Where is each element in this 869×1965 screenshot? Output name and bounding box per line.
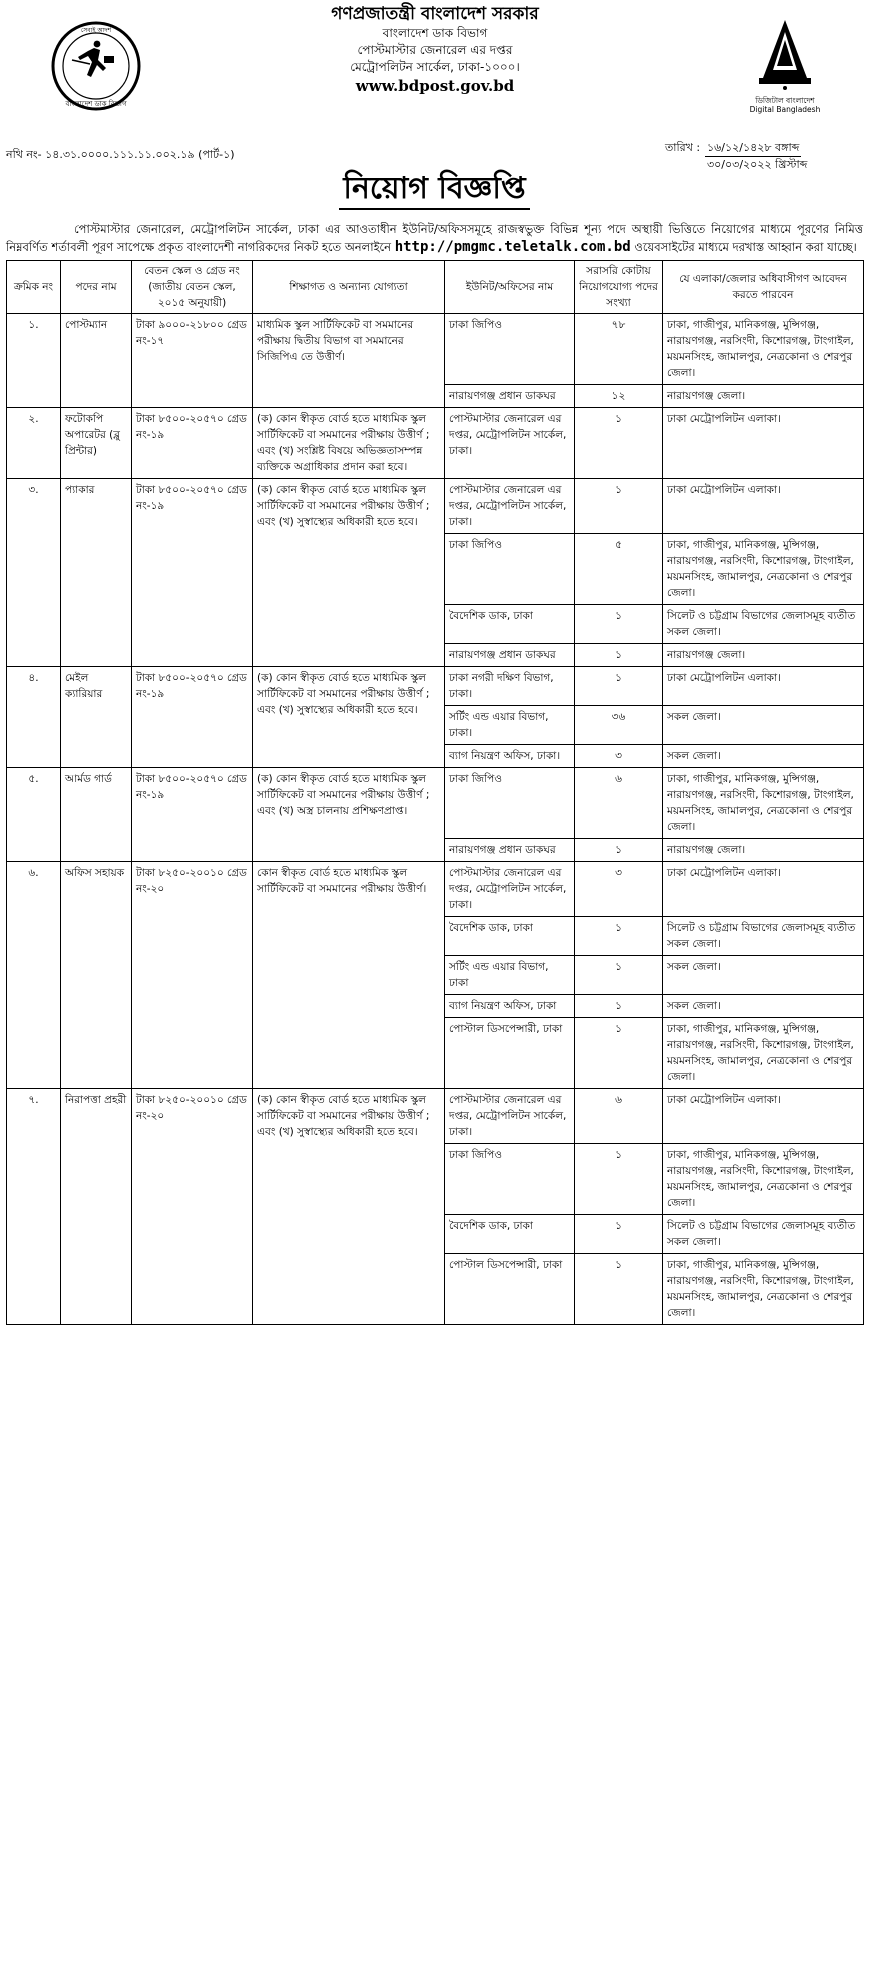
post-count-cell: ৩ xyxy=(575,862,663,917)
pay-scale-cell: টাকা ৮২৫০-২০০১০ গ্রেড নং-২০ xyxy=(132,862,253,1089)
column-header: শিক্ষাগত ও অন্যান্য যোগ্যতা xyxy=(253,261,445,314)
digital-bangladesh-logo xyxy=(735,18,835,118)
post-name-cell: প্যাকার xyxy=(61,479,132,667)
office-cell: বৈদেশিক ডাক, ঢাকা xyxy=(445,1215,575,1254)
post-count-cell: ৩ xyxy=(575,745,663,768)
circle-name: মেট্রোপলিটন সার্কেল, ঢাকা-১০০০। xyxy=(350,60,520,74)
post-name-cell: নিরাপত্তা প্রহরী xyxy=(61,1089,132,1325)
post-count-cell: ১ xyxy=(575,917,663,956)
office-cell: বৈদেশিক ডাক, ঢাকা xyxy=(445,917,575,956)
office-cell: ঢাকা জিপিও xyxy=(445,768,575,839)
eligible-area-cell: সিলেট ও চট্টগ্রাম বিভাগের জেলাসমূহ ব্যতীত সকল জেলা। xyxy=(663,917,864,956)
office-cell: পোস্টমাস্টার জেনারেল এর দপ্তর, মেট্রোপলিটন সার্কেল, ঢাকা। xyxy=(445,479,575,534)
eligible-area-cell: সকল জেলা। xyxy=(663,956,864,995)
table-row xyxy=(7,314,864,385)
office-cell: সর্টিং এন্ড এয়ার বিভাগ, ঢাকা xyxy=(445,956,575,995)
eligible-area-cell: ঢাকা মেট্রোপলিটন এলাকা। xyxy=(663,479,864,534)
post-count-cell: ৬ xyxy=(575,1089,663,1144)
post-name-cell: মেইল ক্যারিয়ার xyxy=(61,667,132,768)
eligible-area-cell: ঢাকা মেট্রোপলিটন এলাকা। xyxy=(663,862,864,917)
letterhead xyxy=(0,0,869,140)
eligible-area-cell: ঢাকা, গাজীপুর, মানিকগঞ্জ, মুন্সিগঞ্জ, নারায়ণগঞ্জ, নরসিংদী, কিশোরগঞ্জ, টাংগাইল, ময়মনসিংহ, জামালপুর, নেত্রকোনা ও শেরপুর জেলা। xyxy=(663,314,864,385)
date-label: তারিখ : xyxy=(665,141,701,154)
eligible-area-cell: সিলেট ও চট্টগ্রাম বিভাগের জেলাসমূহ ব্যতীত সকল জেলা। xyxy=(663,1215,864,1254)
date-block xyxy=(665,140,807,173)
serial-cell: ২. xyxy=(7,408,61,479)
column-header: ইউনিট/অফিসের নাম xyxy=(445,261,575,314)
application-url-link[interactable]: http://pmgmc.teletalk.com.bd xyxy=(394,239,631,255)
post-count-cell: ১ xyxy=(575,956,663,995)
post-count-cell: ৫ xyxy=(575,534,663,605)
post-count-cell: ১ xyxy=(575,605,663,644)
table-row xyxy=(7,667,864,706)
post-count-cell: ১ xyxy=(575,1254,663,1325)
eligible-area-cell: ঢাকা, গাজীপুর, মানিকগঞ্জ, মুন্সিগঞ্জ, নারায়ণগঞ্জ, নরসিংদী, কিশোরগঞ্জ, টাংগাইল, ময়মনসিংহ, জামালপুর, নেত্রকোনা ও শেরপুর জেলা। xyxy=(663,1144,864,1215)
post-count-cell: ১ xyxy=(575,1144,663,1215)
bangladesh-post-logo-icon xyxy=(50,20,142,112)
post-name-cell: ফটোকপি অপারেটর (ব্লু প্রিন্টার) xyxy=(61,408,132,479)
serial-cell: ৪. xyxy=(7,667,61,768)
office-cell: ঢাকা জিপিও xyxy=(445,1144,575,1215)
office-cell: পোস্টাল ডিসপেন্সারী, ঢাকা xyxy=(445,1254,575,1325)
post-name-cell: পোস্টম্যান xyxy=(61,314,132,408)
office-cell: নারায়ণগঞ্জ প্রধান ডাকঘর xyxy=(445,385,575,408)
office-cell: পোস্টমাস্টার জেনারেল এর দপ্তর, মেট্রোপলিটন সার্কেল, ঢাকা। xyxy=(445,1089,575,1144)
serial-cell: ৩. xyxy=(7,479,61,667)
qualification-cell: (ক) কোন স্বীকৃত বোর্ড হতে মাধ্যমিক স্কুল সার্টিফিকেট বা সমমানের পরীক্ষায় উত্তীর্ণ ; এবং (খ) অস্ত্র চালনায় প্রশিক্ষণপ্রাপ্ত। xyxy=(253,768,445,862)
post-count-cell: ১ xyxy=(575,667,663,706)
serial-cell: ৭. xyxy=(7,1089,61,1325)
post-count-cell: ১ xyxy=(575,479,663,534)
eligible-area-cell: সকল জেলা। xyxy=(663,995,864,1018)
post-count-cell: ১ xyxy=(575,1215,663,1254)
eligible-area-cell: ঢাকা, গাজীপুর, মানিকগঞ্জ, মুন্সিগঞ্জ, নারায়ণগঞ্জ, নরসিংদী, কিশোরগঞ্জ, টাংগাইল, ময়মনসিংহ, জামালপুর, নেত্রকোনা ও শেরপুর জেলা। xyxy=(663,1254,864,1325)
post-count-cell: ১ xyxy=(575,408,663,479)
eligible-area-cell: ঢাকা, গাজীপুর, মানিকগঞ্জ, মুন্সিগঞ্জ, নারায়ণগঞ্জ, নরসিংদী, কিশোরগঞ্জ, টাংগাইল, ময়মনসিংহ, জামালপুর, নেত্রকোনা ও শেরপুর জেলা। xyxy=(663,768,864,839)
eligible-area-cell: নারায়ণগঞ্জ জেলা। xyxy=(663,385,864,408)
vacancy-table xyxy=(6,260,864,1325)
page-title: নিয়োগ বিজ্ঞপ্তি xyxy=(339,170,529,210)
office-cell: নারায়ণগঞ্জ প্রধান ডাকঘর xyxy=(445,644,575,667)
post-count-cell: ১ xyxy=(575,644,663,667)
post-count-cell: ১২ xyxy=(575,385,663,408)
column-header: ক্রমিক নং xyxy=(7,261,61,314)
serial-cell: ১. xyxy=(7,314,61,408)
pay-scale-cell: টাকা ৮৫০০-২০৫৭০ গ্রেড নং-১৯ xyxy=(132,479,253,667)
eligible-area-cell: ঢাকা মেট্রোপলিটন এলাকা। xyxy=(663,408,864,479)
table-header-row xyxy=(7,261,864,314)
table-row xyxy=(7,479,864,534)
post-count-cell: ১ xyxy=(575,1018,663,1089)
eligible-area-cell: সিলেট ও চট্টগ্রাম বিভাগের জেলাসমূহ ব্যতীত সকল জেলা। xyxy=(663,605,864,644)
office-name: পোস্টমাস্টার জেনারেল এর দপ্তর xyxy=(357,43,513,57)
office-cell: পোস্টমাস্টার জেনারেল এর দপ্তর, মেট্রোপলিটন সার্কেল, ঢাকা। xyxy=(445,408,575,479)
digital-bangladesh-caption-bn: ডিজিটাল বাংলাদেশ xyxy=(755,96,815,105)
qualification-cell: (ক) কোন স্বীকৃত বোর্ড হতে মাধ্যমিক স্কুল সার্টিফিকেট বা সমমানের পরীক্ষায় উত্তীর্ণ ; এবং (খ) সুস্বাস্থ্যের অধিকারী হতে হবে। xyxy=(253,1089,445,1325)
qualification-cell: (ক) কোন স্বীকৃত বোর্ড হতে মাধ্যমিক স্কুল সার্টিফিকেট বা সমমানের পরীক্ষায় উত্তীর্ণ ; এবং (খ) সংশ্লিষ্ট বিষয়ে অভিজ্ঞতাসম্পন্ন ব্যক্তিকে অগ্রাধিকার প্রদান করা হবে। xyxy=(253,408,445,479)
pay-scale-cell: টাকা ৮৫০০-২০৫৭০ গ্রেড নং-১৯ xyxy=(132,667,253,768)
serial-cell: ৬. xyxy=(7,862,61,1089)
office-cell: পোস্টাল ডিসপেন্সারী, ঢাকা xyxy=(445,1018,575,1089)
logo-bottom-text: বাংলাদেশ ডাক বিভাগ xyxy=(65,100,127,108)
pay-scale-cell: টাকা ৯০০০-২১৮০০ গ্রেড নং-১৭ xyxy=(132,314,253,408)
post-count-cell: ৩৬ xyxy=(575,706,663,745)
title-wrap xyxy=(0,170,869,210)
post-name-cell: অফিস সহায়ক xyxy=(61,862,132,1089)
pay-scale-cell: টাকা ৮৫০০-২০৫৭০ গ্রেড নং-১৯ xyxy=(132,408,253,479)
pay-scale-cell: টাকা ৮৫০০-২০৫৭০ গ্রেড নং-১৯ xyxy=(132,768,253,862)
table-row xyxy=(7,1089,864,1144)
office-cell: নারায়ণগঞ্জ প্রধান ডাকঘর xyxy=(445,839,575,862)
government-name: গণপ্রজাতন্ত্রী বাংলাদেশ সরকার xyxy=(331,4,539,24)
eligible-area-cell: সকল জেলা। xyxy=(663,745,864,768)
column-header: যে এলাকা/জেলার অধিবাসীগণ আবেদন করতে পারবেন xyxy=(663,261,864,314)
office-cell: বৈদেশিক ডাক, ঢাকা xyxy=(445,605,575,644)
office-cell: পোস্টমাস্টার জেনারেল এর দপ্তর, মেট্রোপলিটন সার্কেল, ঢাকা। xyxy=(445,862,575,917)
eligible-area-cell: নারায়ণগঞ্জ জেলা। xyxy=(663,839,864,862)
eligible-area-cell: নারায়ণগঞ্জ জেলা। xyxy=(663,644,864,667)
date-bangla: ১৬/১২/১৪২৮ বঙ্গাব্দ xyxy=(705,140,801,157)
qualification-cell: কোন স্বীকৃত বোর্ড হতে মাধ্যমিক স্কুল সার্টিফিকেট বা সমমানের পরীক্ষায় উত্তীর্ণ। xyxy=(253,862,445,1089)
eligible-area-cell: ঢাকা মেট্রোপলিটন এলাকা। xyxy=(663,1089,864,1144)
column-header: বেতন স্কেল ও গ্রেড নং (জাতীয় বেতন স্কেল, ২০১৫ অনুযায়ী) xyxy=(132,261,253,314)
post-count-cell: ১ xyxy=(575,995,663,1018)
eligible-area-cell: ঢাকা মেট্রোপলিটন এলাকা। xyxy=(663,667,864,706)
table-row xyxy=(7,768,864,839)
digital-bangladesh-icon xyxy=(755,18,815,92)
office-cell: ঢাকা জিপিও xyxy=(445,314,575,385)
intro-text-before: পোস্টমাস্টার জেনারেল, মেট্রোপলিটন সার্কেল, ঢাকা এর আওতাধীন ইউনিট/অফিসসমূহে রাজস্বভুক্ত বিভিন্ন শূন্য পদে অস্থায়ী ভিত্তিতে নিয়োগের মাধ্যমে পূরণের নিমিত্ত নিম্নবর্ণিত শর্তাবলী পূরণ সাপেক্ষে প্রকৃত বাংলাদেশী নাগরিকদের নিকট হতে অনলাইনে xyxy=(6,222,863,254)
post-count-cell: ৬ xyxy=(575,768,663,839)
office-cell: ব্যাগ নিয়ন্ত্রণ অফিস, ঢাকা xyxy=(445,995,575,1018)
office-cell: ব্যাগ নিয়ন্ত্রণ অফিস, ঢাকা। xyxy=(445,745,575,768)
column-header: সরাসরি কোটায় নিয়োগযোগ্য পদের সংখ্যা xyxy=(575,261,663,314)
letterhead-text xyxy=(235,0,635,96)
serial-cell: ৫. xyxy=(7,768,61,862)
post-name-cell: আর্মড গার্ড xyxy=(61,768,132,862)
digital-bangladesh-caption-en: Digital Bangladesh xyxy=(749,105,821,114)
eligible-area-cell: ঢাকা, গাজীপুর, মানিকগঞ্জ, মুন্সিগঞ্জ, নারায়ণগঞ্জ, নরসিংদী, কিশোরগঞ্জ, টাংগাইল, ময়মনসিংহ, জামালপুর, নেত্রকোনা ও শেরপুর জেলা। xyxy=(663,534,864,605)
intro-text-after: ওয়েবসাইটের মাধ্যমে দরখাস্ত আহ্বান করা যাচ্ছে। xyxy=(634,240,857,254)
qualification-cell: (ক) কোন স্বীকৃত বোর্ড হতে মাধ্যমিক স্কুল সার্টিফিকেট বা সমমানের পরীক্ষায় উত্তীর্ণ ; এবং (খ) সুস্বাস্থ্যের অধিকারী হতে হবে। xyxy=(253,667,445,768)
table-row xyxy=(7,862,864,917)
table-row xyxy=(7,408,864,479)
eligible-area-cell: ঢাকা, গাজীপুর, মানিকগঞ্জ, মুন্সিগঞ্জ, নারায়ণগঞ্জ, নরসিংদী, কিশোরগঞ্জ, টাংগাইল, ময়মনসিংহ, জামালপুর, নেত্রকোনা ও শেরপুর জেলা। xyxy=(663,1018,864,1089)
intro-paragraph xyxy=(6,220,863,256)
qualification-cell: মাধ্যমিক স্কুল সার্টিফিকেট বা সমমানের পরীক্ষায় দ্বিতীয় বিভাগ বা সমমানের সিজিপিএ তে উত্তীর্ণ। xyxy=(253,314,445,408)
pay-scale-cell: টাকা ৮২৫০-২০০১০ গ্রেড নং-২০ xyxy=(132,1089,253,1325)
department-name: বাংলাদেশ ডাক বিভাগ xyxy=(382,26,488,40)
office-cell: ঢাকা জিপিও xyxy=(445,534,575,605)
qualification-cell: (ক) কোন স্বীকৃত বোর্ড হতে মাধ্যমিক স্কুল সার্টিফিকেট বা সমমানের পরীক্ষায় উত্তীর্ণ ; এবং (খ) সুস্বাস্থ্যের অধিকারী হতে হবে। xyxy=(253,479,445,667)
eligible-area-cell: সকল জেলা। xyxy=(663,706,864,745)
table-body xyxy=(7,314,864,1325)
logo-top-text: সেবাই আদর্শ xyxy=(80,27,112,34)
website-link[interactable]: www.bdpost.gov.bd xyxy=(355,77,515,95)
post-count-cell: ৭৮ xyxy=(575,314,663,385)
column-header: পদের নাম xyxy=(61,261,132,314)
office-cell: সর্টিং এন্ড এয়ার বিভাগ, ঢাকা। xyxy=(445,706,575,745)
date-english: ৩০/০৩/২০২২ খ্রিস্টাব্দ xyxy=(707,158,808,171)
memo-number: নথি নং- ১৪.৩১.০০০০.১১১.১১.০০২.১৯ (পার্ট-১) xyxy=(6,148,235,161)
office-cell: ঢাকা নগরী দক্ষিণ বিভাগ, ঢাকা। xyxy=(445,667,575,706)
post-count-cell: ১ xyxy=(575,839,663,862)
